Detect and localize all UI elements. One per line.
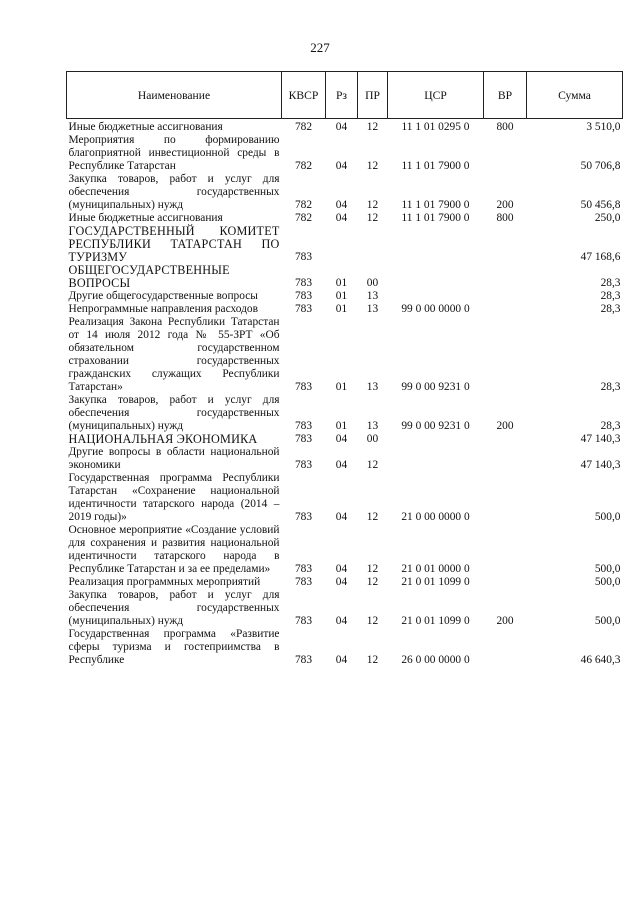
cell-pr: 13 <box>366 290 379 302</box>
cell-vr <box>484 472 527 524</box>
cell-sum: 47 140,3 <box>580 459 621 471</box>
cell-pr: 12 <box>366 212 379 224</box>
cell-pr: 13 <box>366 420 379 432</box>
table-row <box>67 290 623 303</box>
cell-vr <box>484 433 527 446</box>
cell-rz: 01 <box>335 290 348 302</box>
cell-rz: 04 <box>335 563 348 575</box>
table-row <box>67 433 623 446</box>
cell-name: ОБЩЕГОСУДАРСТВЕННЫЕ ВОПРОСЫ <box>68 263 230 290</box>
cell-csr: 21 0 01 0000 0 <box>401 563 470 575</box>
cell-csr: 21 0 01 1099 0 <box>401 576 470 588</box>
budget-table <box>66 71 623 667</box>
cell-csr: 26 0 00 0000 0 <box>401 654 470 666</box>
table-header <box>67 72 623 119</box>
table-row <box>67 134 623 173</box>
page-number: 227 <box>310 40 330 55</box>
table-row <box>67 628 623 667</box>
cell-csr: 99 0 00 9231 0 <box>401 420 470 432</box>
cell-rz: 04 <box>335 212 348 224</box>
table-row <box>67 173 623 212</box>
cell-pr: 12 <box>366 511 379 523</box>
cell-rz: 01 <box>335 303 348 315</box>
cell-csr <box>388 225 484 264</box>
cell-csr: 99 0 00 0000 0 <box>401 303 470 315</box>
cell-vr <box>484 290 527 303</box>
cell-pr: 12 <box>366 563 379 575</box>
cell-sum: 46 640,3 <box>580 654 621 666</box>
cell-name: ГОСУДАРСТВЕННЫЙ КОМИТЕТ РЕСПУБЛИКИ ТАТАРСТАН ПО ТУРИЗМУ <box>68 224 280 264</box>
cell-rz <box>326 225 358 264</box>
cell-csr <box>388 290 484 303</box>
cell-rz: 04 <box>335 121 348 133</box>
cell-kvsr: 782 <box>294 121 313 133</box>
cell-rz: 04 <box>335 576 348 588</box>
table-row <box>67 119 623 135</box>
cell-vr <box>484 316 527 394</box>
cell-name: Государственная программа Республики Татарстан «Сохранение национальной идентичности татарского народа (2014 – 2019 годы)» <box>68 472 280 523</box>
cell-kvsr: 783 <box>294 563 313 575</box>
header-sum: Сумма <box>527 72 623 119</box>
cell-rz: 04 <box>335 433 348 445</box>
table-row <box>67 576 623 589</box>
cell-sum: 28,3 <box>600 381 621 393</box>
table-row <box>67 589 623 628</box>
cell-kvsr: 783 <box>294 433 313 445</box>
cell-sum: 47 140,3 <box>580 433 621 445</box>
header-pr: ПР <box>358 72 388 119</box>
cell-rz: 04 <box>335 615 348 627</box>
cell-name: Реализация программных мероприятий <box>68 576 261 588</box>
table-row <box>67 446 623 472</box>
cell-vr: 800 <box>496 121 514 133</box>
table-body <box>67 119 623 668</box>
cell-name: Иные бюджетные ассигнования <box>68 121 223 133</box>
header-csr: ЦСР <box>388 72 484 119</box>
cell-rz: 04 <box>335 654 348 666</box>
table-row <box>67 524 623 576</box>
cell-pr: 12 <box>366 654 379 666</box>
cell-kvsr: 783 <box>294 654 313 666</box>
cell-vr: 200 <box>496 420 514 432</box>
cell-sum: 3 510,0 <box>586 121 621 133</box>
cell-csr <box>388 446 484 472</box>
cell-rz: 04 <box>335 459 348 471</box>
cell-kvsr: 783 <box>294 420 313 432</box>
cell-sum: 28,3 <box>600 420 621 432</box>
cell-name: НАЦИОНАЛЬНАЯ ЭКОНОМИКА <box>68 432 258 446</box>
cell-csr: 11 1 01 7900 0 <box>401 160 470 172</box>
cell-name: Другие общегосударственные вопросы <box>68 290 258 302</box>
table-row <box>67 303 623 316</box>
cell-pr: 12 <box>366 199 379 211</box>
cell-sum: 500,0 <box>594 563 621 575</box>
cell-name: Иные бюджетные ассигнования <box>68 212 223 224</box>
cell-name: Непрограммные направления расходов <box>68 303 259 315</box>
cell-rz: 04 <box>335 511 348 523</box>
table-row <box>67 394 623 433</box>
cell-name: Закупка товаров, работ и услуг для обеспечения государственных (муниципальных) нужд <box>68 394 280 432</box>
cell-sum: 28,3 <box>600 277 621 289</box>
cell-pr: 12 <box>366 160 379 172</box>
cell-vr: 200 <box>496 615 514 627</box>
cell-rz: 01 <box>335 277 348 289</box>
cell-pr: 13 <box>366 303 379 315</box>
cell-sum: 500,0 <box>594 511 621 523</box>
cell-name: Государственная программа «Развитие сферы туризма и гостеприимства в Республике <box>68 628 280 666</box>
cell-sum: 47 168,6 <box>580 251 621 263</box>
cell-vr: 200 <box>496 199 514 211</box>
cell-vr <box>484 134 527 173</box>
cell-name: Закупка товаров, работ и услуг для обеспечения государственных (муниципальных) нужд <box>68 589 280 627</box>
cell-kvsr: 782 <box>294 160 313 172</box>
table-row <box>67 264 623 290</box>
cell-vr <box>484 264 527 290</box>
cell-pr: 00 <box>366 277 379 289</box>
cell-csr: 99 0 00 9231 0 <box>401 381 470 393</box>
cell-name: Основное мероприятие «Создание условий для сохранения и развития национальной идентичности татарского народа в Республике Татарстан и за ее пределами» <box>68 524 280 575</box>
cell-sum: 500,0 <box>594 615 621 627</box>
cell-pr: 00 <box>366 433 379 445</box>
cell-kvsr: 783 <box>294 251 313 263</box>
cell-kvsr: 783 <box>294 381 313 393</box>
cell-csr: 11 1 01 0295 0 <box>401 121 470 133</box>
cell-pr: 12 <box>366 576 379 588</box>
cell-kvsr: 783 <box>294 277 313 289</box>
cell-rz: 01 <box>335 381 348 393</box>
cell-sum: 28,3 <box>600 290 621 302</box>
table-row <box>67 225 623 264</box>
cell-rz: 04 <box>335 199 348 211</box>
cell-kvsr: 783 <box>294 290 313 302</box>
header-row <box>67 72 623 119</box>
cell-pr: 12 <box>366 615 379 627</box>
cell-kvsr: 783 <box>294 303 313 315</box>
table-row <box>67 316 623 394</box>
cell-name: Закупка товаров, работ и услуг для обеспечения государственных (муниципальных) нужд <box>68 173 280 211</box>
cell-sum: 50 456,8 <box>580 199 621 211</box>
cell-csr: 21 0 00 0000 0 <box>401 511 470 523</box>
cell-vr <box>484 576 527 589</box>
cell-name: Мероприятия по формированию благоприятной инвестиционной среды в Республике Татарстан <box>68 134 280 172</box>
cell-sum: 50 706,8 <box>580 160 621 172</box>
cell-vr <box>484 303 527 316</box>
cell-csr: 21 0 01 1099 0 <box>401 615 470 627</box>
cell-kvsr: 783 <box>294 511 313 523</box>
cell-vr <box>484 524 527 576</box>
cell-pr: 12 <box>366 459 379 471</box>
cell-vr <box>484 628 527 667</box>
cell-pr <box>358 225 388 264</box>
cell-vr: 800 <box>496 212 514 224</box>
cell-vr <box>484 225 527 264</box>
cell-sum: 250,0 <box>594 212 621 224</box>
cell-sum: 28,3 <box>600 303 621 315</box>
cell-rz: 04 <box>335 160 348 172</box>
cell-kvsr: 783 <box>294 459 313 471</box>
cell-kvsr: 783 <box>294 615 313 627</box>
header-vr: ВР <box>484 72 527 119</box>
cell-kvsr: 783 <box>294 576 313 588</box>
cell-kvsr: 782 <box>294 212 313 224</box>
cell-pr: 12 <box>366 121 379 133</box>
header-kvsr: КВСР <box>282 72 326 119</box>
cell-csr: 11 1 01 7900 0 <box>401 199 470 211</box>
cell-vr <box>484 446 527 472</box>
cell-kvsr: 782 <box>294 199 313 211</box>
cell-csr <box>388 264 484 290</box>
cell-name: Реализация Закона Республики Татарстан от 14 июля 2012 года № 55-ЗРТ «Об обязательном государственном страховании государственных гражданских служащих Республики Татарстан» <box>68 316 280 393</box>
cell-rz: 01 <box>335 420 348 432</box>
header-rz: Рз <box>326 72 358 119</box>
cell-csr: 11 1 01 7900 0 <box>401 212 470 224</box>
cell-sum: 500,0 <box>594 576 621 588</box>
cell-pr: 13 <box>366 381 379 393</box>
cell-csr <box>388 433 484 446</box>
header-name: Наименование <box>67 72 282 119</box>
table-row <box>67 472 623 524</box>
cell-name: Другие вопросы в области национальной экономики <box>68 446 280 471</box>
